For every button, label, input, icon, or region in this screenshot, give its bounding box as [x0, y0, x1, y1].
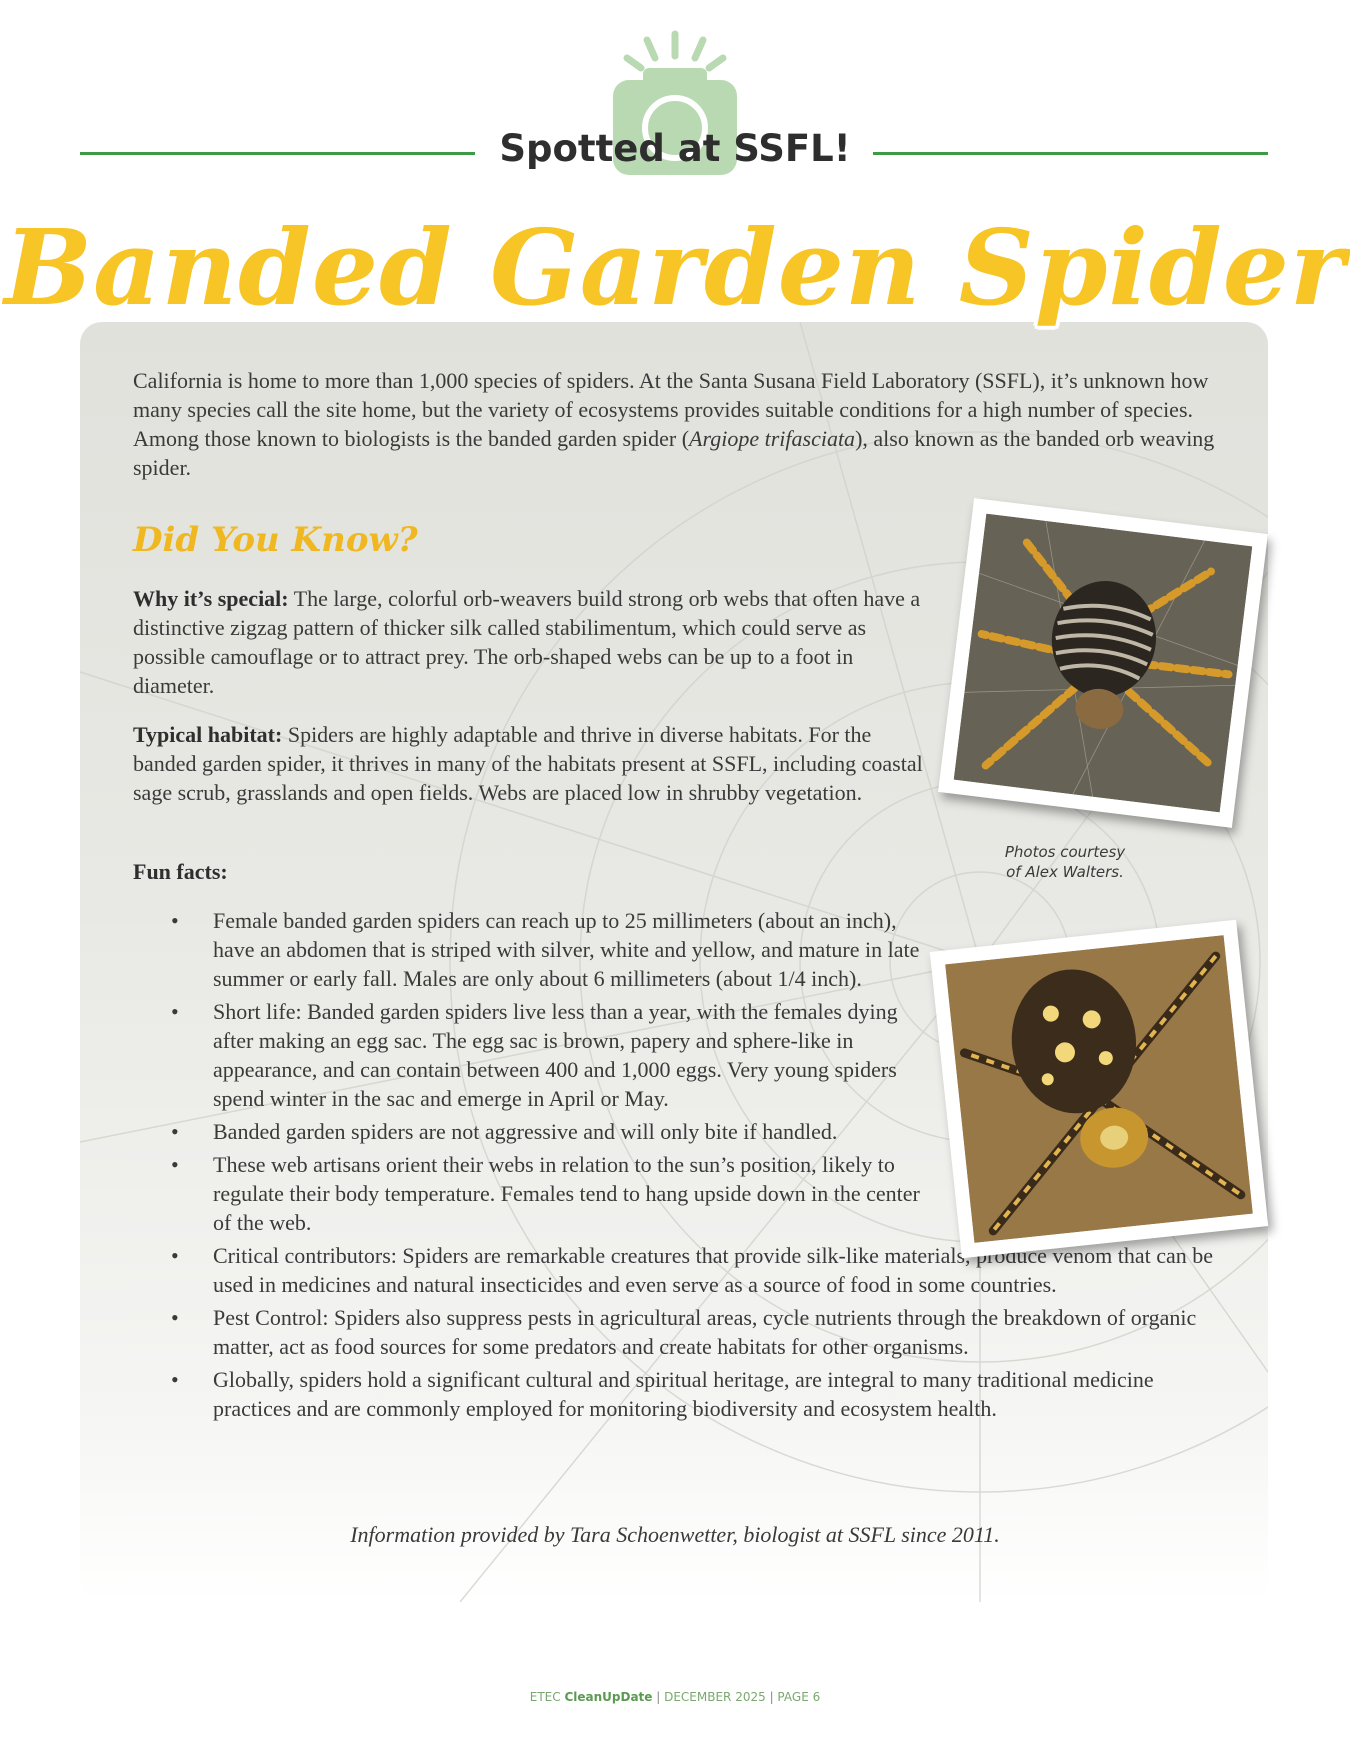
habitat-text: Spiders are highly adaptable and thrive in diverse habitats. For the banded garden spider, it thrives in many of the habitats present at SSFL, including coastal sage scrub, grasslands and open fields. Webs are placed low in shrubby vegetation.	[133, 722, 923, 805]
list-item: • These web artisans orient their webs in relation to the sun’s position, likely to regulate their body temperature. Females tend to hang upside down in the center of the web.	[133, 1150, 1228, 1237]
did-you-know-heading: Did You Know?	[133, 520, 418, 560]
list-item: • Female banded garden spiders can reach up to 25 millimeters (about an inch), have an abdomen that is striped with silver, white and yellow, and mature in late summer or early fall. Males are only about 6 millimeters (about 1/4 inch).	[133, 906, 1228, 993]
footer-brand: CleanUpDate	[564, 1690, 653, 1704]
spider-photo-top	[938, 498, 1268, 828]
footer-date: DECEMBER 2025	[664, 1690, 766, 1704]
page-footer	[0, 1690, 1350, 1704]
intro-text-end: ), also known as the banded orb weaving spider.	[133, 426, 1215, 480]
footer-prefix: ETEC	[529, 1690, 565, 1704]
page-title: Banded Garden Spider	[4, 206, 1346, 329]
fun-facts-heading: Fun facts:	[133, 859, 228, 884]
list-item: • Critical contributors: Spiders are remarkable creatures that provide silk-like materials, produce venom that can be used in medicines and natural insecticides and even serve as a source of food in some countries.	[133, 1241, 1228, 1299]
intro-text-start: California is home to more than 1,000 species of spiders. At the Santa Susana Field Laboratory (SSFL), it’s unknown how many species call the site home, but the variety of ecosystems provides suitable conditions for a high number of species. Among those known to biologists is the banded garden spider (	[133, 368, 1209, 451]
special-paragraph	[133, 584, 933, 700]
spider-photo-bottom	[930, 920, 1269, 1259]
list-item: • Globally, spiders hold a significant cultural and spiritual heritage, are integral to many traditional medicine practices and are commonly employed for monitoring biodiversity and ecosystem health.	[133, 1365, 1228, 1423]
photo-caption-line-2: of Alex Walters.	[1006, 863, 1124, 881]
list-item: • Short life: Banded garden spiders live less than a year, with the females dying after making an egg sac. The egg sac is brown, papery and sphere-like in appearance, and can contain between 400 and 1,000 eggs. Very young spiders spend winter in the sac and emerge in April or May.	[133, 997, 1228, 1113]
footer-separator: |	[765, 1690, 778, 1704]
habitat-paragraph	[133, 720, 933, 807]
special-text: The large, colorful orb-weavers build strong orb webs that often have a distinctive zigzag pattern of thicker silk called stabilimentum, which could serve as possible camouflage or to attract prey. The orb-shaped webs can be up to a foot in diameter.	[133, 586, 921, 698]
footer-separator: |	[652, 1690, 665, 1704]
habitat-label: Typical habitat:	[133, 722, 283, 747]
list-item: • Banded garden spiders are not aggressive and will only bite if handled.	[133, 1117, 1228, 1146]
photo-caption	[960, 842, 1170, 882]
section-header: Spotted at SSFL!	[499, 127, 851, 170]
special-label: Why it’s special:	[133, 586, 289, 611]
intro-paragraph	[133, 366, 1243, 482]
photo-caption-line-1: Photos courtesy	[1004, 843, 1126, 861]
credit-line: Information provided by Tara Schoenwetter, biologist at SSFL since 2011.	[350, 1522, 1000, 1547]
species-name: Argiope trifasciata	[689, 426, 856, 451]
footer-page-number: PAGE 6	[777, 1690, 821, 1704]
list-item: • Pest Control: Spiders also suppress pests in agricultural areas, cycle nutrients through the breakdown of organic matter, act as food sources for some predators and create habitats for other organisms.	[133, 1303, 1228, 1361]
